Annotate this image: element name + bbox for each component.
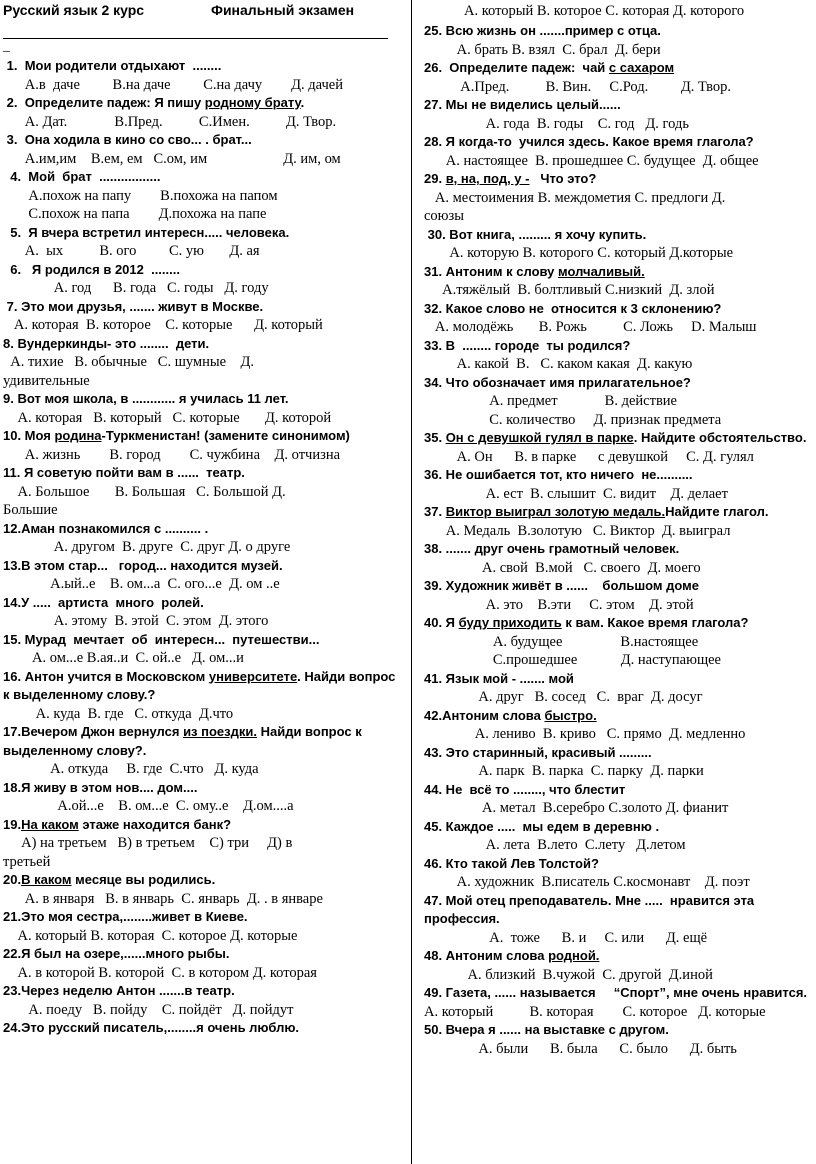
answer-options: А. тоже В. и С. или Д. ещё xyxy=(424,929,708,946)
question-text xyxy=(3,335,402,354)
answer-options: А) на третьем В) в третьем С) три Д) в xyxy=(3,835,293,851)
answer-options: А. Дат. В.Пред. С.Имен. Д. Твор. xyxy=(3,113,337,130)
answer-options: А. брать В. взял С. брал Д. бери xyxy=(424,41,661,58)
header-dash: _ xyxy=(3,39,10,54)
question-item xyxy=(3,1019,402,1038)
question-prefix: 10. Моя xyxy=(3,428,55,443)
question-item xyxy=(3,520,402,557)
question-prefix: 3. Она ходила в кино со сво... . брат... xyxy=(3,132,252,147)
question-text xyxy=(3,945,402,964)
underlined-phrase: из поездки. xyxy=(183,724,257,739)
question-item xyxy=(3,261,402,298)
question-item xyxy=(424,855,814,892)
question-text xyxy=(424,707,814,726)
underlined-phrase: быстро. xyxy=(544,707,597,723)
answer-options: А.ой...е В. ом...е С. ому..е Д.ом....а xyxy=(3,798,294,814)
answer-options: А. которую В. которого С. который Д.которые xyxy=(424,245,734,261)
question-text xyxy=(3,427,402,446)
answer-options: А. парк В. парка С. парку Д. парки xyxy=(424,763,704,779)
question-prefix: 49. Газета, ...... называется “Спорт”, мне очень нравится. xyxy=(424,985,808,1000)
answer-options: А.в даче В.на даче С.на дачу Д. дачей xyxy=(3,76,343,93)
question-prefix: 6. Я родился в 2012 ........ xyxy=(3,261,180,277)
question-suffix: к вам. Какое время глагола? xyxy=(561,615,749,630)
question-prefix: 23.Через неделю Антон .......в театр. xyxy=(3,983,235,998)
answer-options: А. ом...е В.ая..и С. ой..е Д. ом...и xyxy=(3,650,244,666)
right-column xyxy=(420,0,816,1164)
underlined-phrase: родному брату xyxy=(204,95,301,110)
question-text xyxy=(3,594,402,613)
question-item xyxy=(424,337,814,374)
question-prefix: 33. В ........ городе ты родился? xyxy=(424,337,631,353)
question-prefix: 4. Мой брат ................. xyxy=(3,169,161,184)
left-column xyxy=(0,0,405,1164)
question-text xyxy=(424,22,814,41)
question-prefix: 24.Это русский писатель,........я очень люблю. xyxy=(3,1020,300,1035)
question-suffix: . Найди вопрос к выделенному слову.? xyxy=(3,668,400,702)
answer-options: А.Пред. В. Вин. С.Род. Д. Твор. xyxy=(424,78,732,95)
question-item xyxy=(3,390,402,427)
question-item xyxy=(3,427,402,464)
right-question-list xyxy=(424,22,814,1058)
underlined-phrase: в, на, под, у - xyxy=(445,171,530,186)
answer-options: А. жизнь В. город С. чужбина Д. отчизна xyxy=(3,446,341,463)
question-text xyxy=(424,374,814,393)
underlined-phrase: родина xyxy=(54,428,102,443)
answer-options: А. ых В. ого С. ую Д. ая xyxy=(3,243,260,259)
question-text xyxy=(424,300,814,319)
question-prefix: 16. Антон учится в Московском xyxy=(3,668,209,684)
question-suffix: . Найдите обстоятельство. xyxy=(633,430,807,445)
question-item xyxy=(424,577,814,614)
question-prefix: 25. Всю жизнь он .......пример с отца. xyxy=(424,23,661,38)
question-prefix: 14.У ..... артиста много ролей. xyxy=(3,594,204,610)
question-text xyxy=(3,390,402,409)
question-text xyxy=(424,781,814,800)
question-prefix: 36. Не ошибается тот, кто ничего не.......... xyxy=(424,467,693,482)
question-item xyxy=(3,779,402,816)
question-prefix: 7. Это мои друзья, ....... живут в Москве. xyxy=(3,298,264,314)
answer-options: Большие xyxy=(3,502,58,518)
question-text xyxy=(424,670,814,689)
question-text xyxy=(3,168,402,187)
question-item xyxy=(424,818,814,855)
question-text xyxy=(424,133,814,152)
answer-options: С. количество Д. признак предмета xyxy=(424,411,722,428)
answer-options: А. год В. года С. годы Д. году xyxy=(3,280,269,296)
answer-options: А. лениво В. криво С. прямо Д. медленно xyxy=(424,726,746,742)
question-text xyxy=(3,261,402,280)
answer-options: А. в января В. в январь С. январь Д. . в январе xyxy=(3,890,323,907)
question-item xyxy=(424,744,814,781)
answer-options: третьей xyxy=(3,853,51,870)
question-item xyxy=(424,670,814,707)
question-item xyxy=(424,892,814,948)
exam-header xyxy=(3,0,402,38)
answer-options: А. этому В. этой С. этом Д. этого xyxy=(3,613,269,629)
question-suffix: -Туркменистан! (замените синонимом) xyxy=(101,428,350,443)
answer-options: А.тяжёлый В. болтливый С.низкий Д. злой xyxy=(424,282,715,298)
question-item xyxy=(3,224,402,261)
answer-options: А. это В.эти С. этом Д. этой xyxy=(424,596,694,613)
question-item xyxy=(424,540,814,577)
question-item xyxy=(424,263,814,300)
question-text xyxy=(424,429,814,448)
question-prefix: 12.Аман познакомился с .......... . xyxy=(3,520,209,536)
left-question-list xyxy=(3,57,402,1038)
question-text xyxy=(3,224,402,243)
question-text xyxy=(424,337,814,356)
question-text xyxy=(3,557,402,576)
answer-options: А. ест В. слышит С. видит Д. делает xyxy=(424,485,728,502)
answer-options: А. свой В.мой С. своего Д. моего xyxy=(424,559,701,576)
question-text xyxy=(424,984,814,1003)
question-suffix: Найди вопрос к выделенному слову?. xyxy=(3,724,366,758)
question-text xyxy=(424,855,814,874)
question-prefix: 32. Какое слово не относится к 3 склонению? xyxy=(424,300,722,316)
question-text xyxy=(3,723,402,760)
question-text xyxy=(3,871,402,890)
question-item xyxy=(3,668,402,724)
answer-options: А. будущее В.настоящее xyxy=(424,633,699,650)
answer-options: А. какой В. С. каком какая Д. какую xyxy=(424,356,693,372)
question-item xyxy=(424,300,814,337)
question-prefix: 27. Мы не виделись целый...... xyxy=(424,97,621,112)
answer-options: А. Большое В. Большая С. Большой Д. xyxy=(3,483,286,500)
question-prefix: 37. xyxy=(424,504,446,519)
answer-options: А. года В. годы С. год Д. годь xyxy=(424,115,689,132)
answer-options: А. настоящее В. прошедшее С. будущее Д. общее xyxy=(424,152,759,169)
question-item xyxy=(3,908,402,945)
question-text xyxy=(424,540,814,559)
question-prefix: 34. Что обозначает имя прилагательное? xyxy=(424,374,691,390)
answer-options: А. Медаль В.золотую С. Виктор Д. выиграл xyxy=(424,522,731,539)
question-item xyxy=(424,429,814,466)
question-text xyxy=(424,577,814,596)
question-item xyxy=(3,557,402,594)
question-item xyxy=(424,781,814,818)
question-text xyxy=(3,1019,402,1038)
underlined-phrase: Виктор выиграл золотую медаль. xyxy=(445,504,666,519)
answer-options: А. предмет В. действие xyxy=(424,393,677,409)
question-prefix: 38. ....... друг очень грамотный человек. xyxy=(424,541,680,556)
question-prefix: 18.Я живу в этом нов.... дом.... xyxy=(3,779,198,795)
question-item xyxy=(424,59,814,96)
question-item xyxy=(3,168,402,224)
answer-options: удивительные xyxy=(3,372,90,389)
answer-options: А.похож на папу В.похожа на папом xyxy=(3,187,278,204)
answer-options: А. друг В. сосед С. враг Д. досуг xyxy=(424,689,703,705)
question-suffix: Что это? xyxy=(529,171,597,186)
question-text xyxy=(424,744,814,763)
question-prefix: 40. Я xyxy=(424,615,459,630)
question-text xyxy=(3,982,402,1001)
course-label: Русский язык 2 курс xyxy=(3,2,145,18)
answer-options: А. близкий В.чужой С. другой Д.иной xyxy=(424,966,713,983)
question-prefix: 47. Мой отец преподаватель. Мне ..... нравится эта профессия. xyxy=(424,892,758,926)
question-text xyxy=(424,818,814,837)
question-item xyxy=(424,984,814,1021)
exam-title: Финальный экзамен xyxy=(211,2,355,18)
question-item xyxy=(3,94,402,131)
question-item xyxy=(424,22,814,59)
answer-options: С.прошедшее Д. наступающее xyxy=(424,652,721,668)
answer-options: А. которая В. который С. которые Д. которой xyxy=(3,409,332,426)
question-prefix: 45. Каждое ..... мы едем в деревню . xyxy=(424,818,660,834)
question-item xyxy=(424,614,814,670)
answer-options: А. местоимения В. междометия С. предлоги Д. xyxy=(424,189,726,206)
question-prefix: 15. Мурад мечтает об интересн... путешестви... xyxy=(3,631,320,647)
underlined-phrase: В каком xyxy=(21,872,72,887)
answer-options: С.похож на папа Д.похожа на папе xyxy=(3,206,267,222)
question-text xyxy=(424,614,814,633)
question-prefix: 26. Определите падеж: чай xyxy=(424,60,609,75)
question-prefix: 35. xyxy=(424,430,446,445)
question-prefix: 21.Это моя сестра,........живет в Киеве. xyxy=(3,909,248,924)
question-text xyxy=(3,779,402,798)
answer-options: А.им,им В.ем, ем С.ом, им Д. им, ом xyxy=(3,150,341,167)
answer-options: союзы xyxy=(424,208,464,224)
answer-options: А. были В. была С. было Д. быть xyxy=(424,1040,737,1057)
underlined-phrase: родной. xyxy=(548,948,600,963)
answer-options: А. которая В. которое С. которые Д. который xyxy=(3,317,323,333)
question-prefix: 43. Это старинный, красивый ......... xyxy=(424,744,652,760)
answer-options: А. который В. которая С. которое Д. которые xyxy=(424,1003,766,1020)
question-prefix: 1. Мои родители отдыхают ........ xyxy=(3,58,222,73)
question-item xyxy=(3,982,402,1019)
question-text xyxy=(3,520,402,539)
question-24-options: А. который В. которое С. которая Д. которого xyxy=(464,3,745,19)
question-text xyxy=(3,631,402,650)
answer-options: А. Он В. в парке с девушкой С. Д. гулял xyxy=(424,448,754,465)
question-prefix: 44. Не всё то ........, что блестит xyxy=(424,781,626,797)
question-text xyxy=(424,263,814,282)
answer-options: А. художник В.писатель С.космонавт Д. поэт xyxy=(424,874,750,890)
question-text xyxy=(3,668,402,705)
question-item xyxy=(3,131,402,168)
question-item xyxy=(424,1021,814,1058)
question-text xyxy=(3,298,402,317)
question-text xyxy=(424,59,814,78)
question-item xyxy=(424,133,814,170)
question-text xyxy=(424,947,814,966)
answer-options: А. который В. которая С. которое Д. которые xyxy=(3,927,298,944)
question-prefix: 22.Я был на озере,......много рыбы. xyxy=(3,946,230,961)
question-prefix: 28. Я когда-то учился здесь. Какое время глагола? xyxy=(424,134,754,149)
underlined-phrase: университете xyxy=(208,668,298,684)
question-item xyxy=(424,503,814,540)
question-prefix: 17.Вечером Джон вернулся xyxy=(3,724,184,739)
question-prefix: 20. xyxy=(3,872,22,887)
question-text xyxy=(3,816,402,835)
underlined-phrase: буду приходить xyxy=(458,615,562,630)
question-item xyxy=(424,170,814,226)
header-divider xyxy=(3,38,388,39)
question-item xyxy=(424,374,814,430)
answer-options: А. поеду В. пойду С. пойдёт Д. пойдут xyxy=(3,1001,294,1018)
answer-options: А. в которой В. которой С. в котором Д. которая xyxy=(3,964,317,981)
question-item xyxy=(3,57,402,94)
question-prefix: 41. Язык мой - ....... мой xyxy=(424,670,574,686)
underlined-phrase: с сахаром xyxy=(608,60,675,75)
question-item xyxy=(3,816,402,872)
answer-options: А.ый..е В. ом...а С. ого...е Д. ом ..е xyxy=(3,576,280,592)
question-text xyxy=(424,503,814,522)
question-text xyxy=(3,131,402,150)
question-text xyxy=(3,464,402,483)
question-prefix: 29. xyxy=(424,171,446,186)
question-prefix: 13.В этом стар... город... находится музей. xyxy=(3,557,283,573)
question-item xyxy=(3,335,402,391)
question-text xyxy=(424,466,814,485)
question-prefix: 30. Вот книга, ......... я хочу купить. xyxy=(424,226,647,242)
question-suffix: этаже находится банк? xyxy=(78,816,232,832)
question-prefix: 50. Вчера я ...... на выставке с другом. xyxy=(424,1022,669,1037)
question-item xyxy=(424,226,814,263)
question-prefix: 2. Определите падеж: Я пишу xyxy=(3,95,205,110)
question-item xyxy=(3,631,402,668)
answer-options: А. лета В.лето С.лету Д.летом xyxy=(424,837,686,853)
question-item xyxy=(3,945,402,982)
question-suffix: Найдите глагол. xyxy=(665,504,769,519)
question-prefix: 42.Антоним слова xyxy=(424,707,545,723)
question-suffix: . xyxy=(300,95,305,110)
question-text xyxy=(3,94,402,113)
question-item xyxy=(3,594,402,631)
question-prefix: 5. Я вчера встретил интересн..... человека. xyxy=(3,224,290,240)
question-prefix: 9. Вот моя школа, в ............ я училась 11 лет. xyxy=(3,391,289,406)
question-text xyxy=(424,1021,814,1040)
question-text xyxy=(424,170,814,189)
question-item xyxy=(424,96,814,133)
question-item xyxy=(3,871,402,908)
question-item xyxy=(424,707,814,744)
underlined-phrase: молчаливый. xyxy=(558,263,645,279)
question-text xyxy=(424,892,814,929)
underlined-phrase: На каком xyxy=(21,816,79,832)
answer-options: А. молодёжь В. Рожь С. Ложь D. Малыш xyxy=(424,319,757,335)
question-text xyxy=(3,908,402,927)
underlined-phrase: Он с девушкой гулял в парке xyxy=(445,430,634,445)
question-prefix: 31. Антоним к слову xyxy=(424,263,559,279)
question-prefix: 8. Вундеркинды- это ........ дети. xyxy=(3,335,210,351)
answer-options: А. другом В. друге С. друг Д. о друге xyxy=(3,539,291,555)
question-text xyxy=(424,226,814,245)
answer-options: А. куда В. где С. откуда Д.что xyxy=(3,705,234,722)
question-text xyxy=(3,57,402,76)
answer-options: А. метал В.серебро С.золото Д. фианит xyxy=(424,800,729,816)
column-divider xyxy=(411,0,412,1164)
question-prefix: 11. Я советую пойти вам в ...... театр. xyxy=(3,465,245,480)
question-prefix: 48. Антоним слова xyxy=(424,948,549,963)
question-prefix: 39. Художник живёт в ...... большом доме xyxy=(424,578,700,593)
question-suffix: месяце вы родились. xyxy=(71,872,216,887)
question-item xyxy=(3,298,402,335)
answer-options: А. откуда В. где С.что Д. куда xyxy=(3,761,259,777)
question-item xyxy=(3,723,402,779)
question-item xyxy=(3,464,402,520)
question-prefix: 46. Кто такой Лев Толстой? xyxy=(424,855,599,871)
question-text xyxy=(424,96,814,115)
answer-options: А. тихие В. обычные С. шумные Д. xyxy=(3,354,255,370)
question-prefix: 19. xyxy=(3,816,22,832)
question-item xyxy=(424,947,814,984)
question-item xyxy=(424,466,814,503)
